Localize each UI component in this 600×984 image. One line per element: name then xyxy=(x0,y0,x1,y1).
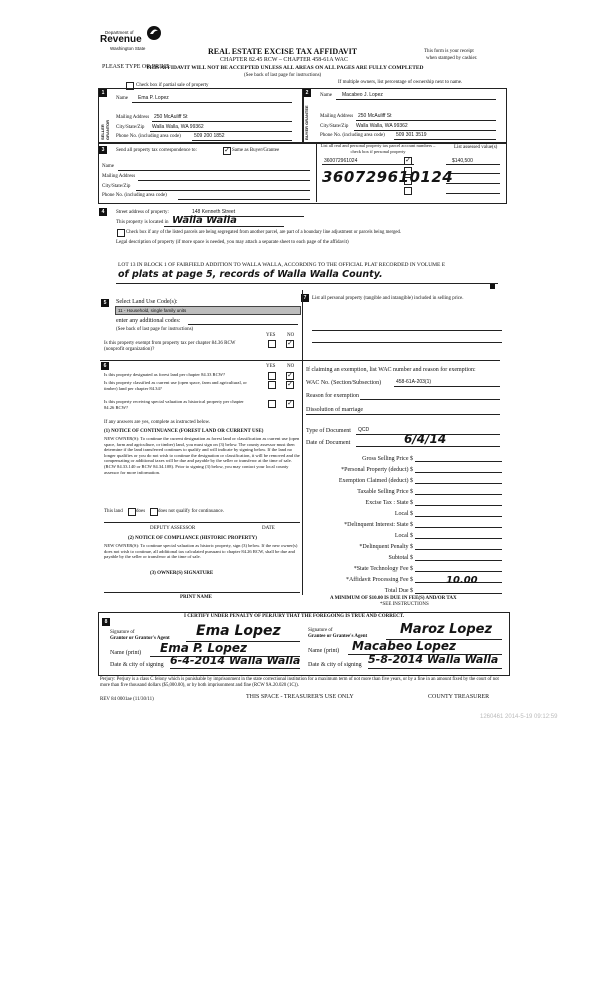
legal-handwritten[interactable]: of plats at page 5, records of Walla Walla County. xyxy=(118,269,383,280)
same-as-buyer-checkbox[interactable] xyxy=(223,147,231,155)
corr-name-label: Name xyxy=(102,164,114,169)
if-yes-note: If any answers are yes, complete as instructed below. xyxy=(104,420,211,425)
wac-label: WAC No. (Section/Subsection) xyxy=(306,380,382,386)
section-5-marker: 5 xyxy=(101,299,109,307)
nonprofit-question: Is this property exempt from property tax per chapter 84.36 RCW (nonprofit organization)? xyxy=(104,341,236,352)
doc-date-label: Date of Document xyxy=(306,440,351,446)
notice1-body: NEW OWNER(S): To continue the current designation as forest land or classification as current use (open space, farm and agriculture, or timber) land, you must sign on (3) below. The county assessor must then determine if the land transferred continues to qualify and will indicate by signing below. If the land no longer qualifies or you do not wish to continue the designation or classification, it will be removed and the compensating or additional taxes will be due and payable by the seller or transferor at the time of sale. (RCW 84.33.140 or RCW 84.34.108). Prior to signing (3) below, you may contact your local county assessor for more information. xyxy=(104,436,300,475)
grantee-sig-label-2: Grantee or Grantee's Agent xyxy=(308,634,368,639)
forest-no-checkbox[interactable] xyxy=(286,372,294,380)
buyer-city-line xyxy=(354,130,496,131)
grantor-signature: Ema Lopez xyxy=(196,623,281,639)
nonprofit-no-checkbox[interactable] xyxy=(286,340,294,348)
buyer-name-line xyxy=(336,99,496,100)
revenue-logo-mark xyxy=(146,25,162,41)
reason-line-1 xyxy=(360,399,500,400)
form-see-back: (See back of last page for instructions) xyxy=(244,73,322,78)
notice2-title: (2) NOTICE OF COMPLIANCE (HISTORIC PROPERTY) xyxy=(128,536,257,541)
fee-label: *Affidavit Processing Fee $ xyxy=(345,577,413,583)
section-6-divider xyxy=(100,360,500,361)
revenue-logo xyxy=(100,27,170,57)
fee-label: *Delinquent Interest: State $ xyxy=(344,522,413,528)
corr-phone-line[interactable] xyxy=(178,199,310,200)
dept-line1: Department of xyxy=(105,30,134,35)
seller-phone-label: Phone No. (including area code) xyxy=(116,134,181,139)
seller-mailing[interactable]: 250 McAuliff St xyxy=(154,114,188,120)
send-correspondence-label: Send all property tax correspondence to: xyxy=(116,148,197,153)
current-use-no-checkbox[interactable] xyxy=(286,381,294,389)
segregated-checkbox[interactable] xyxy=(117,229,125,237)
land-use-select[interactable] xyxy=(115,306,301,315)
fee-value[interactable] xyxy=(415,452,502,462)
fee-label: Taxable Selling Price $ xyxy=(357,489,413,495)
fee-row xyxy=(306,517,502,528)
perjury-note: Perjury: Perjury is a class C felony which is punishable by imprisonment in the state correctional institution for a maximum term of not more than five years, or by a fine in an amount fixed by the court of not more than five thousand dollars ($5,000.00), or by both imprisonment and fine (RCW 9A.20.020 (1C)). xyxy=(100,677,499,688)
doc-date-line xyxy=(356,446,500,447)
seller-mailing-line xyxy=(152,121,292,122)
forest-question: Is this property designated as forest land per chapter 84.33 RCW? xyxy=(104,372,226,377)
segregated-label: Check box if any of the listed parcels are being segregated from another parcel, are part of a boundary line adjustment or parcels being merged. xyxy=(126,230,402,235)
corr-mailing-label: Mailing Address xyxy=(102,174,136,179)
deputy-label: DEPUTY ASSESSOR xyxy=(150,526,196,531)
section-8-marker: 8 xyxy=(102,618,110,626)
fee-label: Local $ xyxy=(394,511,413,517)
parcel-handwritten: 360729610124 xyxy=(322,168,454,186)
see-instructions: *SEE INSTRUCTIONS xyxy=(380,602,429,607)
does-not-label: does not qualify for continuance. xyxy=(158,509,224,514)
multiple-owners-note: If multiple owners, list percentage of ownership next to name. xyxy=(338,80,463,85)
receipt-note-2: when stamped by cashier. xyxy=(426,56,478,61)
street-address[interactable]: 148 Kenneth Street xyxy=(192,209,236,215)
fee-value[interactable] xyxy=(415,463,502,473)
fee-label: Subtotal $ xyxy=(388,555,413,561)
parcels-divider xyxy=(316,142,317,202)
owner-signature-label: (3) OWNER(S) SIGNATURE xyxy=(150,571,214,576)
land-use-yes: YES xyxy=(266,333,276,338)
fee-label: *Delinquent Penalty $ xyxy=(359,544,413,550)
seller-city-label: City/State/Zip xyxy=(116,125,145,130)
fee-value[interactable] xyxy=(415,540,502,550)
fee-row xyxy=(306,528,502,539)
print-name-label: PRINT NAME xyxy=(180,595,212,600)
buyer-phone-line xyxy=(394,139,496,140)
corr-city-line[interactable] xyxy=(136,190,310,191)
assessed-header: List assessed value(s) xyxy=(454,145,498,150)
assessed-3-line xyxy=(446,183,500,184)
fee-value[interactable] xyxy=(415,507,502,517)
grantee-sig-label-1: Signature of xyxy=(308,628,333,633)
current-use-yes-checkbox[interactable] xyxy=(268,381,276,389)
grantor-sig-label-2: Grantor or Grantor's Agent xyxy=(110,636,170,641)
does-not-checkbox[interactable] xyxy=(150,508,158,516)
corr-city-label: City/State/Zip xyxy=(102,184,131,189)
parcel-1-personal-checkbox[interactable] xyxy=(404,157,412,165)
historic-no-checkbox[interactable] xyxy=(286,400,294,408)
wac-number[interactable]: 458-61A-203(1) xyxy=(396,379,432,385)
treasurer-space: THIS SPACE - TREASURER'S USE ONLY xyxy=(246,694,354,700)
doc-date-value[interactable]: 6/4/14 xyxy=(404,432,447,446)
street-label: Street address of property: xyxy=(116,210,169,215)
reason-label: Reason for exemption xyxy=(306,393,359,399)
county-treasurer: COUNTY TREASURER xyxy=(428,694,490,700)
fee-label: Gross Selling Price $ xyxy=(362,456,413,462)
legal-label: Legal description of property (if more space is needed, you may attach a separate sheet to each page of the affidavit) xyxy=(116,240,349,245)
grantor-date-line xyxy=(170,668,300,669)
current-use-question: Is this property classified as current use (open space, farm and agricultural, or timber) land per chapter 84.34? xyxy=(104,380,247,391)
corr-mailing-line[interactable] xyxy=(138,180,310,181)
receipt-note-1: This form is your receipt xyxy=(424,49,474,54)
buyer-mailing-label: Mailing Address xyxy=(320,114,354,119)
historic-yes-checkbox[interactable] xyxy=(268,400,276,408)
personal-property-line-2[interactable] xyxy=(312,342,502,343)
located-city[interactable]: Walla Walla xyxy=(172,215,237,226)
fee-value[interactable] xyxy=(415,529,502,539)
fee-label: Total Due $ xyxy=(384,588,413,594)
certify-statement: I CERTIFY UNDER PENALTY OF PERJURY THAT THE FOREGOING IS TRUE AND CORRECT. xyxy=(184,614,405,619)
buyer-city[interactable]: Walla Walla, WA 99362 xyxy=(356,123,408,129)
corr-phone-label: Phone No. (including area code) xyxy=(102,193,167,198)
personal-property-line[interactable] xyxy=(312,330,502,331)
fee-value[interactable] xyxy=(415,551,502,561)
fees-table xyxy=(306,451,502,594)
forest-yes-checkbox[interactable] xyxy=(268,372,276,380)
dept-line3: Washington State xyxy=(110,46,146,51)
partial-sale-label: Check box if partial sale of property xyxy=(136,83,209,88)
buyer-name[interactable]: Macabeo J. Lopez xyxy=(342,92,383,98)
fee-value[interactable] xyxy=(415,485,502,495)
notice2-body: NEW OWNER(S): To continue special valuation as historic property, sign (3) below. If the new owner(s) does not wish to continue, all additional tax calculated pursuant to chapter 84.26 RCW, shall be due and payable by the seller or transferor at the time of sale. xyxy=(104,543,298,560)
grantor-date-label: Date & city of signing xyxy=(110,662,164,668)
grantor-printed-name[interactable]: Ema P. Lopez xyxy=(160,641,248,655)
section-4-marker: 4 xyxy=(99,208,107,216)
land-use-see-back: (See back of last page for instructions) xyxy=(116,327,194,332)
reason-value[interactable]: Dissolution of marriage xyxy=(306,407,363,413)
buyer-name-label: Name xyxy=(320,93,332,98)
recording-stamp: 1260461 2014-5-19 09:12:59 xyxy=(480,714,558,720)
assessed-4-line xyxy=(446,193,500,194)
doc-type-label: Type of Document xyxy=(306,428,351,434)
seller-name-line xyxy=(132,102,292,103)
fee-row xyxy=(306,495,502,506)
fee-row xyxy=(306,506,502,517)
buyer-city-label: City/State/Zip xyxy=(320,124,349,129)
seller-city-line xyxy=(150,131,292,132)
fee-value[interactable] xyxy=(415,562,502,572)
section-6-marker: 6 xyxy=(101,362,109,370)
land-use-no: NO xyxy=(287,333,295,338)
wac-line xyxy=(394,386,500,387)
personal-property-label: List all personal property (tangible and intangible) included in selling price. xyxy=(312,296,464,301)
doc-type-value[interactable]: QCD xyxy=(358,427,370,433)
assessed-1-line xyxy=(446,164,500,165)
nonprofit-yes-checkbox[interactable] xyxy=(268,340,276,348)
deputy-date-label: DATE xyxy=(262,526,275,531)
fee-value[interactable] xyxy=(415,496,502,506)
parcel-1-number[interactable]: 360072961024 xyxy=(324,158,358,164)
fee-label: *Personal Property (deduct) $ xyxy=(341,467,413,473)
deputy-line[interactable] xyxy=(104,522,300,523)
land-use-label: Select Land Use Code(s): xyxy=(116,299,178,305)
does-label: does xyxy=(136,509,146,514)
form-chapter: CHAPTER 82.45 RCW – CHAPTER 458-61A WAC xyxy=(220,57,348,63)
same-as-buyer-label: Same as Buyer/Grantee xyxy=(232,148,280,153)
reason-line-2 xyxy=(306,414,500,415)
located-label: This property is located in xyxy=(116,220,169,225)
seller-phone[interactable]: 509 200 1852 xyxy=(194,133,225,139)
fee-label: *State Technology Fee $ xyxy=(353,566,413,572)
grantee-date-city[interactable]: 5-8-2014 Walla Walla xyxy=(368,653,499,666)
grantee-name-label: Name (print) xyxy=(308,648,340,654)
legal-line-1 xyxy=(116,283,498,284)
historic-question: Is this property receiving special valuation as historical property per chapter 84.26 RCW? xyxy=(104,399,244,410)
section-1-marker: 1 xyxy=(99,89,107,97)
buyer-mailing[interactable]: 250 McAuliff St xyxy=(358,113,392,119)
buyer-mailing-line xyxy=(356,120,496,121)
located-line xyxy=(164,226,284,227)
fee-row xyxy=(306,561,502,572)
fee-label: Exemption Claimed (deduct) $ xyxy=(338,478,413,484)
fee-row xyxy=(306,484,502,495)
seller-city[interactable]: Walla Walla, WA 99362 xyxy=(152,124,204,130)
fee-row xyxy=(306,462,502,473)
exemption-claim-label: If claiming an exemption, list WAC number and reason for exemption: xyxy=(306,367,476,373)
fee-row xyxy=(306,451,502,462)
section-3-marker: 3 xyxy=(99,146,107,154)
seller-mailing-label: Mailing Address xyxy=(116,115,150,120)
notice1-title: (1) NOTICE OF CONTINUANCE (FOREST LAND OR CURRENT USE) xyxy=(104,429,264,434)
form-title: REAL ESTATE EXCISE TAX AFFIDAVIT xyxy=(208,47,358,56)
grantee-signature: Maroz Lopez xyxy=(400,622,493,637)
seller-side-label: SELLER GRANTOR xyxy=(100,119,110,140)
seller-phone-line xyxy=(192,140,292,141)
parcels-header: List all real and personal property tax parcel account numbers – check box if personal property xyxy=(320,143,436,154)
right-column-divider xyxy=(302,290,303,595)
additional-codes-line[interactable] xyxy=(188,324,298,325)
assessed-2-line xyxy=(446,173,500,174)
fee-row xyxy=(306,550,502,561)
this-land-label: This land xyxy=(104,509,123,514)
fee-value[interactable] xyxy=(415,518,502,528)
revision-label: REV 84 0001ae (11/30/11) xyxy=(100,697,154,702)
form-warning: THIS AFFIDAVIT WILL NOT BE ACCEPTED UNLESS ALL AREAS ON ALL PAGES ARE FULLY COMPLETED xyxy=(146,65,424,71)
legal-end-marker xyxy=(490,284,495,289)
buyer-side-label: BUYER GRANTEE xyxy=(304,105,309,140)
minimum-fee-note: A MINIMUM OF $10.00 IS DUE IN FEE(S) AND/OR TAX xyxy=(330,596,457,601)
fee-value[interactable] xyxy=(415,474,502,484)
designation-yes: YES xyxy=(266,364,276,369)
does-checkbox[interactable] xyxy=(128,508,136,516)
grantor-sig-label-1: Signature of xyxy=(110,630,135,635)
total-due-value[interactable]: 10.00 xyxy=(446,575,478,586)
designation-no: NO xyxy=(287,364,295,369)
corr-name-line[interactable] xyxy=(118,170,310,171)
fee-label: Local $ xyxy=(394,533,413,539)
please-type-label: PLEASE TYPE OR PRINT xyxy=(102,64,170,70)
parcel-1-assessed[interactable]: $140,500 xyxy=(452,158,473,164)
grantee-printed-name[interactable]: Macabeo Lopez xyxy=(352,639,457,653)
additional-codes-label: enter any additional codes: xyxy=(116,318,181,324)
land-use-code: 11 - Household, single family units xyxy=(118,308,187,313)
buyer-phone-label: Phone No. (including area code) xyxy=(320,133,385,138)
buyer-phone[interactable]: 509 301 3519 xyxy=(396,132,427,138)
parcel-4-personal-checkbox[interactable] xyxy=(404,187,412,195)
grantee-date-line xyxy=(368,668,502,669)
grantee-date-label: Date & city of signing xyxy=(308,662,362,668)
fee-row xyxy=(306,473,502,484)
seller-name[interactable]: Ema P. Lopez xyxy=(138,95,169,101)
seller-name-label: Name xyxy=(116,96,128,101)
parcel-1-line xyxy=(322,164,414,165)
grantor-date-city[interactable]: 6-4-2014 Walla Walla xyxy=(170,654,301,667)
fee-row xyxy=(306,539,502,550)
print-name-line[interactable] xyxy=(104,592,300,593)
grantor-name-label: Name (print) xyxy=(110,650,142,656)
section-2-marker: 2 xyxy=(303,89,311,97)
dept-line2: Revenue xyxy=(100,34,142,45)
section-7-marker: 7 xyxy=(301,294,309,302)
legal-typed[interactable]: LOT 13 IN BLOCK 1 OF FAIRFIELD ADDITION TO WALLA WALLA, ACCORDING TO THE OFFICIAL PLAT RECORDED IN VOLUME E xyxy=(118,262,446,268)
fee-label: Excise Tax : State $ xyxy=(365,500,413,506)
